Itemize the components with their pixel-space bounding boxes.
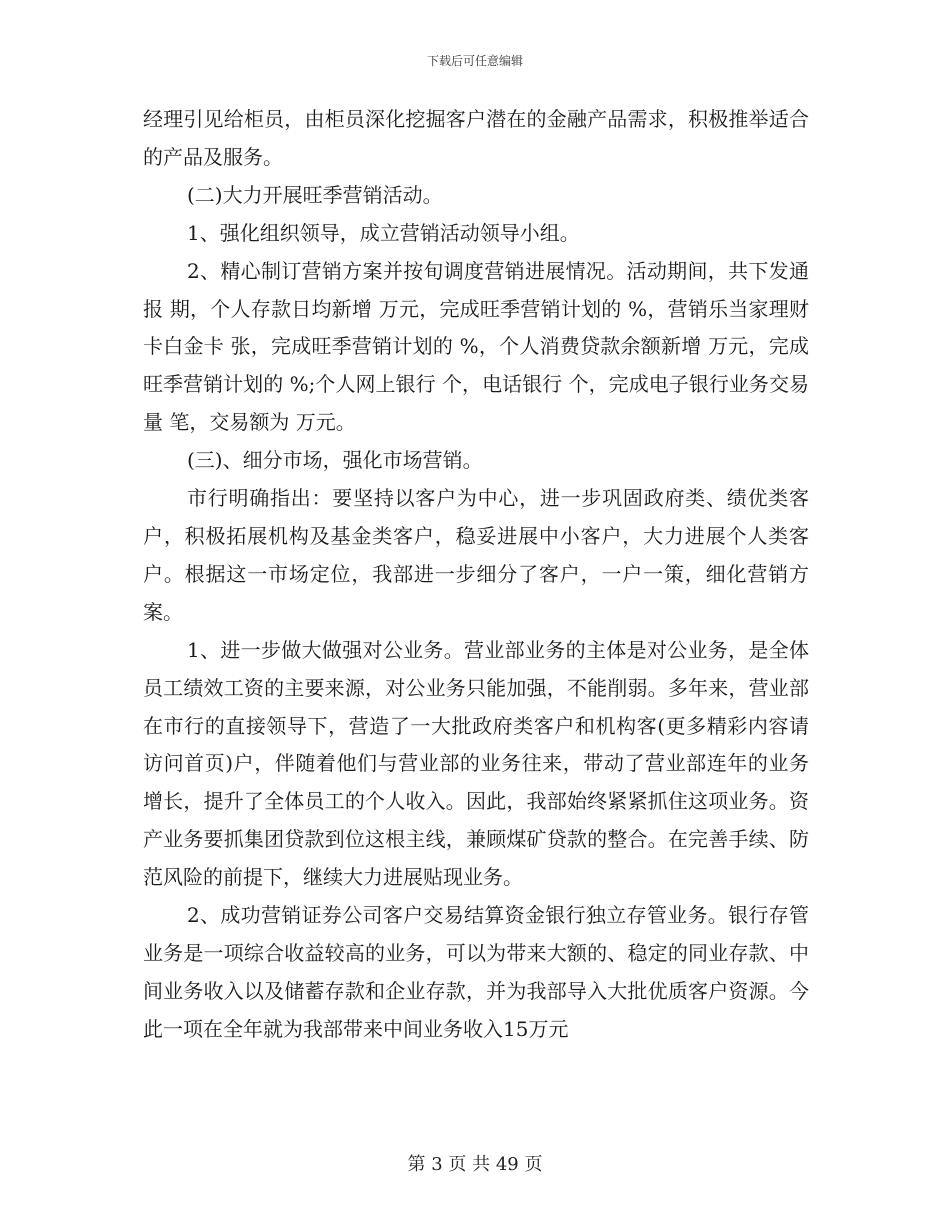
document-body [143,101,809,1049]
section-heading: (三)、细分市场，强化市场营销。 [187,448,483,473]
page-number-footer: 第 3 页 共 49 页 [407,1154,543,1175]
paragraph: 2、精心制订营销方案并按旬调度营销进展情况。活动期间，共下发通报 期，个人存款日均新增 万元，完成旺季营销计划的 %，营销乐当家理财卡白金卡 张，完成旺季营销计划的 %，个人消费贷款余额新增 万元，完成旺季营销计划的 %;个人网上银行 个，电话银行 个，完成电子银行业务交易量 笔，交易额为 万元。 [143,258,809,435]
section-heading: (二)大力开展旺季营销活动。 [187,182,443,207]
paragraph: 2、成功营销证券公司客户交易结算资金银行独立存管业务。银行存管业务是一项综合收益较高的业务，可以为带来大额的、稳定的同业存款、中间业务收入以及储蓄存款和企业存款，并为我部导入大批优质客户资源。今此一项在全年就为我部带来中间业务收入15万元 [143,903,809,1041]
page-header: 下载后可任意编辑 [426,54,523,68]
paragraph: 1、进一步做大做强对公业务。营业部业务的主体是对公业务，是全体员工绩效工资的主要来源，对公业务只能加强，不能削弱。多年来，营业部在市行的直接领导下，营造了一大批政府类客户和机构客(更多精彩内容请访问首页)户，伴随着他们与营业部的业务往来，带动了营业部连年的业务增长，提升了全体员工的个人收入。因此，我部始终紧紧抓住这项业务。资产业务要抓集团贷款到位这根主线，兼顾煤矿贷款的整合。在完善手续、防范风险的前提下，继续大力进展贴现业务。 [143,637,809,890]
paragraph: 1、强化组织领导，成立营销活动领导小组。 [187,220,580,245]
paragraph: 市行明确指出：要坚持以客户为中心，进一步巩固政府类、绩优类客户，积极拓展机构及基金类客户，稳妥进展中小客户，大力进展个人类客户。根据这一市场定位，我部进一步细分了客户，一户一策，细化营销方案。 [143,486,809,624]
paragraph: 经理引见给柜员，由柜员深化挖掘客户潜在的金融产品需求，积极推举适合的产品及服务。 [143,107,809,169]
